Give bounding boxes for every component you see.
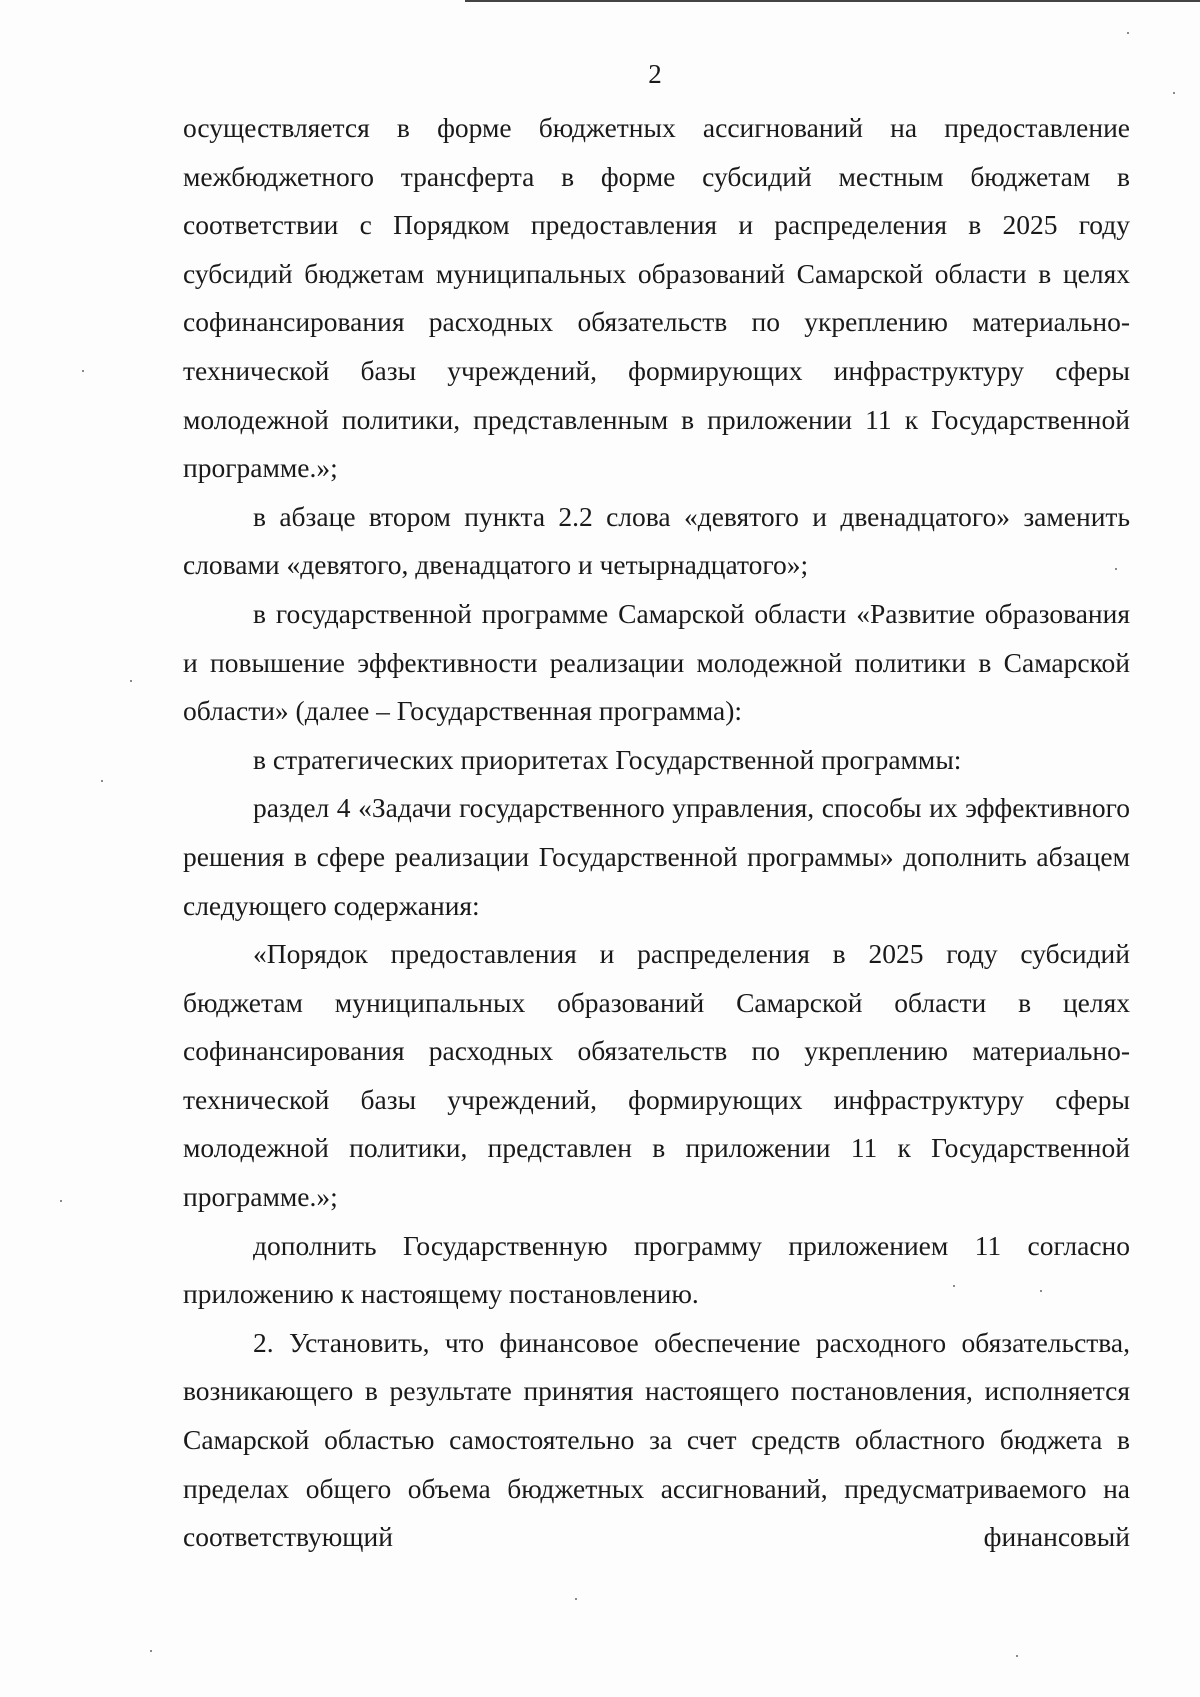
paragraph-item-2: 2. Установить, что финансовое обеспечение расходного обязательства, возникающего в результате принятия настоящего постановления, исполняется Самарской областью самостоятельно за счет средств областного бюджета в пределах общего объема бюджетных ассигнований, предусматриваемого на соответствующий финансовый bbox=[183, 1326, 1130, 1553]
scan-speck bbox=[60, 1200, 62, 1202]
scan-speck bbox=[1127, 32, 1129, 34]
scan-speck bbox=[150, 1650, 152, 1652]
scan-speck bbox=[1016, 1655, 1018, 1657]
scan-speck bbox=[101, 780, 103, 782]
scan-speck bbox=[1173, 92, 1175, 94]
scan-top-edge bbox=[465, 0, 1200, 2]
scan-speck bbox=[1115, 568, 1117, 570]
scan-speck bbox=[130, 680, 132, 682]
paragraph-strategic-priorities: в стратегических приоритетах Государственной программы: bbox=[253, 743, 962, 775]
scan-speck bbox=[575, 1598, 577, 1600]
paragraph-state-program: в государственной программе Самарской области «Развитие образования и повышение эффективности реализации молодежной политики в Самарской области» (далее – Государственная программа): bbox=[183, 597, 1130, 727]
document-body bbox=[183, 104, 1130, 1562]
scan-speck bbox=[953, 1285, 955, 1287]
scan-speck bbox=[82, 370, 84, 372]
paragraph-amendment-2-2: в абзаце втором пункта 2.2 слова «девятого и двенадцатого» заменить словами «девятого, двенадцатого и четырнадцатого»; bbox=[183, 500, 1130, 581]
paragraph-section-4: раздел 4 «Задачи государственного управления, способы их эффективного решения в сфере реализации Государственной программы» дополнить абзацем следующего содержания: bbox=[183, 792, 1130, 921]
paragraph-continuation: осуществляется в форме бюджетных ассигнований на предоставление межбюджетного трансферта в форме субсидий местным бюджетам в соответствии с Порядком предоставления и распределения в 2025 году субсидий бюджетам муниципальных образований Самарской области в целях софинансирования расходных обязательств по укреплению материально-технической базы учреждений, формирующих инфраструктуру сферы молодежной политики, представленным в приложении 11 к Государственной программе.»; bbox=[183, 112, 1130, 484]
page-number: 2 bbox=[648, 59, 662, 89]
paragraph-procedure-quote: «Порядок предоставления и распределения в 2025 году субсидий бюджетам муниципальных образований Самарской области в целях софинансирования расходных обязательств по укреплению материально-технической базы учреждений, формирующих инфраструктуру сферы молодежной политики, представлен в приложении 11 к Государственной программе.»; bbox=[183, 938, 1130, 1213]
paragraph-add-appendix: дополнить Государственную программу приложением 11 согласно приложению к настоящему постановлению. bbox=[183, 1229, 1130, 1310]
scan-speck bbox=[1040, 1290, 1042, 1292]
